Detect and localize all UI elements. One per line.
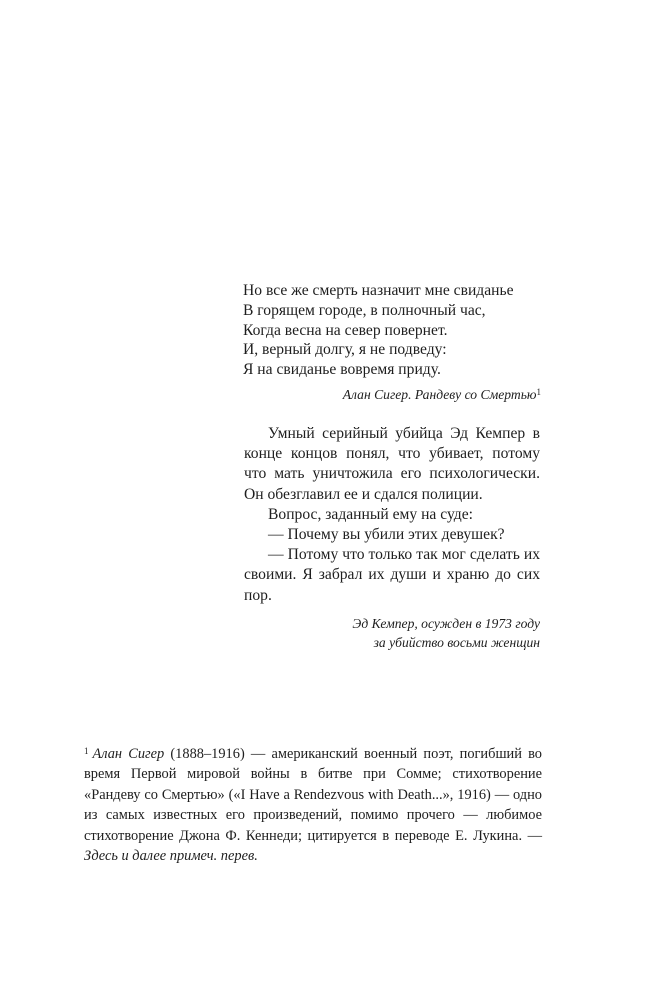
quote-paragraph: Вопрос, заданный ему на суде: <box>268 505 473 523</box>
epigraph-attribution-text: Алан Сигер. Рандеву со Смертью <box>342 386 537 402</box>
epigraph-line: И, верный долгу, я не подведу: <box>243 341 447 359</box>
kemper-quote <box>244 424 540 652</box>
quote-attribution-line: за убийство восьми женщин <box>373 634 540 650</box>
quote-attribution <box>244 614 540 652</box>
quote-paragraph: Умный серийный убийца Эд Кемпер в конце концов понял, что убивает, потому что мать уничтожила его психологически. Он обезглавил ее и сдался полиции. <box>244 425 540 503</box>
epigraph-line: Когда весна на север повернет. <box>243 321 448 339</box>
footnote <box>84 744 542 866</box>
footnote-reference[interactable]: 1 <box>536 386 541 397</box>
quote-attribution-line: Эд Кемпер, осужден в 1973 году <box>352 615 540 631</box>
epigraph-line: Но все же смерть назначит мне свиданье <box>243 282 514 299</box>
footnote-author: Алан Сигер <box>92 746 165 762</box>
epigraph-line: Я на свиданье вовремя приду. <box>243 361 441 379</box>
footnote-body: (1888–1916) — американский военный поэт, погибший во время Первой мировой войны в битве при Сомме; стихотворение «Рандеву со Смертью» («I Have a Rendezvous with Death...», 1916) — одно из самых известных его произведений, помимо прочего — любимое стихотворение Джона Ф. Кеннеди; цитируется в переводе Е. Лукина. — <box>84 746 542 844</box>
epigraph <box>243 281 543 404</box>
epigraph-attribution <box>243 386 541 404</box>
epigraph-line: В горящем городе, в полночный час, <box>243 301 486 319</box>
footnote-mark: 1 <box>84 746 89 756</box>
footnote-translator-note: Здесь и далее примеч. перев. <box>84 848 258 865</box>
quote-dialogue-line: — Почему вы убили этих девушек? <box>268 526 505 544</box>
quote-dialogue-line: — Потому что только так мог сделать их своими. Я забрал их души и храню до сих пор. <box>244 546 540 604</box>
